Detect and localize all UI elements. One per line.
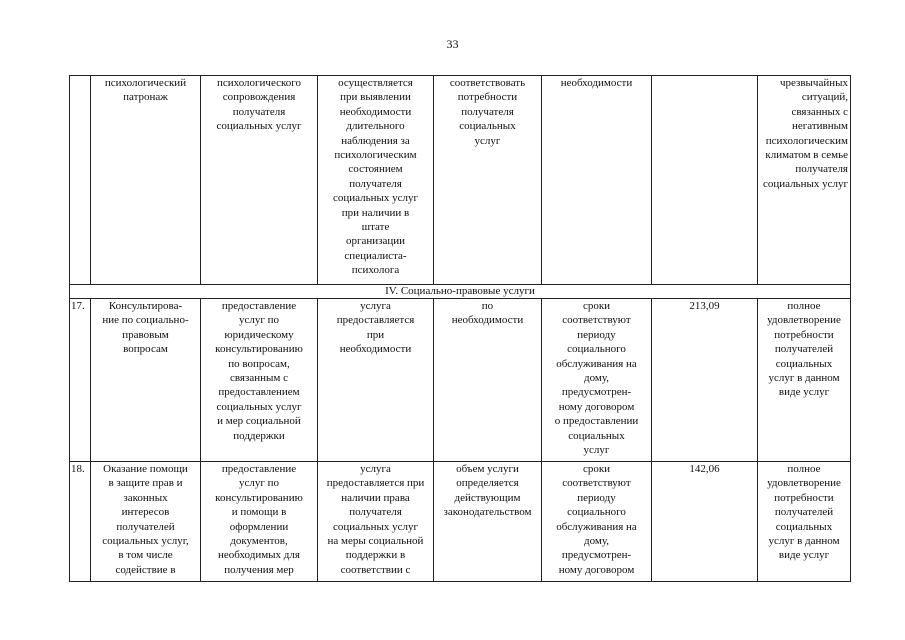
cell-service-tariff xyxy=(652,76,758,285)
cell-service-name: психологический патронаж xyxy=(91,76,201,285)
cell-service-quality: полное удовлетворение потребности получателей социальных услуг в данном виде услуг xyxy=(758,299,851,462)
cell-service-volume: соответствовать потребности получателя социальных услуг xyxy=(434,76,542,285)
cell-service-conditions: осуществляется при выявлении необходимости длительного наблюдения за психологическим состоянием получателя социальных услуг при наличии в штате организации специалиста- психолога xyxy=(318,76,434,285)
cell-service-name: Консультирова- ние по социально- правовым вопросам xyxy=(91,299,201,462)
cell-service-conditions: услуга предоставляется при необходимости xyxy=(318,299,434,462)
cell-service-volume: объем услуги определяется действующим законодательством xyxy=(434,462,542,582)
cell-service-tariff: 213,09 xyxy=(652,299,758,462)
table-row-continuation xyxy=(70,76,851,285)
cell-service-content: психологического сопровождения получателя социальных услуг xyxy=(201,76,318,285)
cell-service-volume: по необходимости xyxy=(434,299,542,462)
cell-service-quality: полное удовлетворение потребности получателей социальных услуг в данном виде услуг xyxy=(758,462,851,582)
cell-service-tariff: 142,06 xyxy=(652,462,758,582)
cell-service-terms: сроки соответствуют периоду социального обслуживания на дому, предусмотрен- ному договором о предоставлении социальных услуг xyxy=(542,299,652,462)
services-table xyxy=(69,75,851,582)
table-row-18 xyxy=(70,462,851,582)
section-header-row xyxy=(70,285,851,299)
cell-number: 18. xyxy=(70,462,91,582)
cell-service-content: предоставление услуг по юридическому консультированию по вопросам, связанным с предоставлением социальных услуг и мер социальной поддержки xyxy=(201,299,318,462)
cell-service-terms: сроки соответствуют периоду социального обслуживания на дому, предусмотрен- ному договором xyxy=(542,462,652,582)
cell-number: 17. xyxy=(70,299,91,462)
cell-service-name: Оказание помощи в защите прав и законных интересов получателей социальных услуг, в том числе содействие в xyxy=(91,462,201,582)
table-row-17 xyxy=(70,299,851,462)
section-title: IV. Социально-правовые услуги xyxy=(70,285,851,299)
cell-service-conditions: услуга предоставляется при наличии права получателя социальных услуг на меры социальной поддержки в соответствии с xyxy=(318,462,434,582)
page-number: 33 xyxy=(446,37,459,51)
cell-service-terms: необходимости xyxy=(542,76,652,285)
cell-service-quality: чрезвычайных ситуаций, связанных с негативным психологическим климатом в семье получателя социальных услуг xyxy=(758,76,851,285)
cell-number xyxy=(70,76,91,285)
cell-service-content: предоставление услуг по консультированию и помощи в оформлении документов, необходимых для получения мер xyxy=(201,462,318,582)
